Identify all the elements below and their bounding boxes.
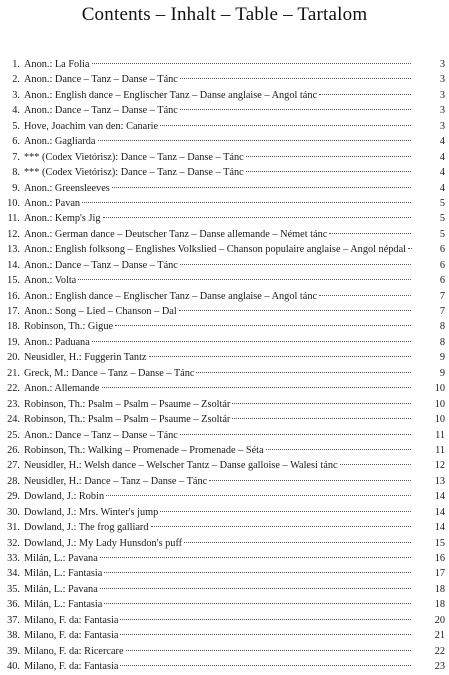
entry-number: 16. [7,290,20,302]
entry-number: 28. [7,475,20,487]
entry-title-wrapper [24,319,413,334]
entry-number: 13. [7,244,20,256]
entry-page-number: 5 [439,228,445,240]
entry-title-wrapper [24,57,413,72]
contents-entry [0,119,449,134]
dot-leader [196,372,411,373]
contents-entry [0,150,449,165]
dot-leader [92,63,412,64]
entry-title-wrapper [24,350,413,365]
contents-list [0,57,449,675]
entry-title-wrapper [24,134,413,149]
entry-number: 18. [7,321,20,333]
entry-page-number: 5 [439,197,445,209]
contents-entry [0,134,449,149]
entry-page-number: 16 [434,553,445,564]
contents-entry [0,57,449,72]
entry-title-wrapper [24,551,413,566]
contents-entry [0,566,449,581]
entry-title: Greck, M.: Dance – Tanz – Danse – Tánc [24,367,195,379]
entry-page-number: 23 [434,661,445,673]
entry-title-wrapper [24,397,413,412]
contents-entry [0,505,449,520]
entry-title-wrapper [24,412,413,427]
entry-title-wrapper [24,458,413,473]
contents-entry [0,242,449,257]
entry-title: Milano, F. da: Ricercare [24,645,124,657]
entry-title-wrapper [24,443,413,458]
entry-number: 6. [12,136,20,148]
dot-leader [92,341,411,342]
entry-title-wrapper [24,335,413,350]
entry-page-number: 4 [439,136,445,148]
contents-entry [0,520,449,535]
entry-title-wrapper [24,582,413,597]
entry-number: 29. [7,491,20,503]
entry-page-number: 15 [434,537,445,549]
dot-leader [100,588,411,589]
entry-number: 23. [7,398,20,410]
contents-entry [0,335,449,350]
entry-page-number: 13 [434,475,445,487]
contents-entry [0,397,449,412]
dot-leader [180,434,411,435]
entry-number: 9. [12,182,20,194]
entry-page-number: 22 [434,645,445,657]
entry-page-number: 4 [439,182,445,194]
entry-title: Milán, L.: Fantasia [24,568,103,580]
entry-title: Neusidler, H.: Welsh dance – Welscher Tantz – Danse galloise – Walesi tánc [24,460,338,472]
dot-leader [103,217,411,218]
entry-number: 10. [7,197,20,209]
contents-entry [0,582,449,597]
entry-number: 37. [7,614,20,626]
entry-title-wrapper [24,628,413,643]
entry-page-number: 8 [439,321,445,333]
dot-leader [106,495,411,496]
entry-number: 34. [7,568,20,580]
contents-entry [0,428,449,443]
entry-title: Milán, L.: Pavana [24,553,98,564]
entry-title-wrapper [24,428,413,443]
entry-title-wrapper [24,227,413,242]
entry-page-number: 14 [434,506,445,518]
contents-entry [0,103,449,118]
entry-number: 21. [7,367,20,379]
entry-title: Anon.: Volta [24,275,77,287]
entry-page-number: 6 [439,244,445,256]
entry-number: 1. [12,59,20,70]
entry-title: Dowland, J.: The frog galliard [24,522,149,534]
entry-title-wrapper [24,536,413,551]
dot-leader [115,325,411,326]
entry-title: Anon.: Allemande [24,383,100,395]
entry-number: 30. [7,506,20,518]
dot-leader [408,248,413,249]
dot-leader [160,511,411,512]
dot-leader [120,665,411,666]
entry-title-wrapper [24,505,413,520]
entry-title: Neusidler, H.: Fuggerin Tantz [24,352,147,364]
contents-entry [0,196,449,211]
entry-number: 33. [7,553,20,564]
dot-leader [100,557,411,558]
entry-title: Anon.: Dance – Tanz – Danse – Tánc [24,74,178,86]
entry-title: Milano, F. da: Fantasia [24,630,119,642]
entry-title-wrapper [24,150,413,165]
entry-title: Robinson, Th.: Walking – Promenade – Promenade – Séta [24,444,264,456]
entry-title-wrapper [24,304,413,319]
entry-title: Anon.: Dance – Tanz – Danse – Tánc [24,105,178,117]
entry-title: Anon.: Greensleeves [24,182,110,194]
dot-leader [180,264,411,265]
entry-number: 38. [7,630,20,642]
contents-entry [0,319,449,334]
entry-title: Milano, F. da: Fantasia [24,661,119,673]
dot-leader [209,480,411,481]
entry-page-number: 3 [439,89,445,101]
contents-entry [0,659,449,674]
entry-number: 14. [7,259,20,271]
dot-leader [319,295,411,296]
entry-number: 36. [7,599,20,611]
entry-page-number: 21 [434,630,445,642]
entry-page-number: 4 [439,167,445,179]
entry-title: Dowland, J.: Robin [24,491,105,503]
entry-title: Anon.: Dance – Tanz – Danse – Tánc [24,259,178,271]
dot-leader [120,619,411,620]
entry-page-number: 3 [439,74,445,86]
entry-title: Milán, L.: Pavana [24,583,98,595]
entry-number: 32. [7,537,20,549]
entry-title-wrapper [24,165,413,180]
dot-leader [102,387,412,388]
dot-leader [266,449,411,450]
entry-title: Robinson, Th.: Psalm – Psalm – Psaume – Zsoltár [24,398,231,410]
dot-leader [151,526,412,527]
entry-number: 20. [7,352,20,364]
contents-entry [0,366,449,381]
entry-title-wrapper [24,613,413,628]
entry-page-number: 20 [434,614,445,626]
contents-entry [0,289,449,304]
entry-title-wrapper [24,211,413,226]
entry-title-wrapper [24,366,413,381]
entry-number: 17. [7,306,20,317]
entry-number: 3. [12,89,20,101]
dot-leader [180,78,411,79]
entry-title: Dowland, J.: My Lady Hunsdon's puff [24,537,183,549]
entry-title: Anon.: English folksong – Englishes Volkslied – Chanson populaire anglaise – Angol népdal [24,244,407,256]
contents-entry [0,273,449,288]
entry-page-number: 8 [439,336,445,348]
contents-entry [0,227,449,242]
entry-page-number: 10 [434,383,445,395]
entry-page-number: 6 [439,275,445,287]
entry-number: 12. [7,228,20,240]
entry-number: 2. [12,74,20,86]
contents-entry [0,72,449,87]
entry-title: Anon.: German dance – Deutscher Tanz – Danse allemande – Német tánc [24,228,328,240]
contents-entry [0,489,449,504]
contents-entry [0,412,449,427]
dot-leader [180,109,411,110]
dot-leader [149,356,411,357]
entry-title-wrapper [24,489,413,504]
entry-title: Anon.: Gagliarda [24,136,96,148]
entry-title: Neusidler, H.: Dance – Tanz – Danse – Tánc [24,475,208,487]
entry-number: 15. [7,275,20,287]
dot-leader [82,202,411,203]
contents-entry [0,211,449,226]
entry-title: Hove, Joachim van den: Canarie [24,120,159,132]
entry-title: Dowland, J.: Mrs. Winter's jump [24,506,159,518]
entry-title: Anon.: English dance – Englischer Tanz – Danse anglaise – Angol tánc [24,290,318,302]
entry-title-wrapper [24,474,413,489]
dot-leader [184,542,411,543]
entry-title-wrapper [24,181,413,196]
entry-title-wrapper [24,273,413,288]
entry-page-number: 3 [439,59,445,70]
entry-number: 22. [7,383,20,395]
dot-leader [246,171,411,172]
dot-leader [112,187,411,188]
entry-page-number: 11 [435,444,445,456]
contents-entry [0,381,449,396]
entry-number: 11. [7,213,20,225]
entry-page-number: 9 [439,352,445,364]
contents-entry [0,165,449,180]
entry-page-number: 7 [439,306,445,317]
entry-title: Anon.: La Folia [24,59,90,70]
entry-title-wrapper [24,597,413,612]
contents-entry [0,551,449,566]
entry-page-number: 14 [434,491,445,503]
entry-number: 8. [12,167,20,179]
dot-leader [319,94,411,95]
entry-number: 19. [7,336,20,348]
contents-entry [0,88,449,103]
entry-page-number: 7 [439,290,445,302]
entry-number: 5. [12,120,20,132]
entry-title: *** (Codex Vietórisz): Dance – Tanz – Danse – Tánc [24,167,244,179]
entry-page-number: 9 [439,367,445,379]
contents-entry [0,628,449,643]
entry-title-wrapper [24,72,413,87]
entry-title-wrapper [24,644,413,659]
entry-title-wrapper [24,103,413,118]
contents-entry [0,597,449,612]
dot-leader [120,634,411,635]
entry-title: Anon.: Dance – Tanz – Danse – Tánc [24,429,178,441]
dot-leader [340,464,411,465]
entry-page-number: 11 [435,429,445,441]
dot-leader [232,403,411,404]
entry-number: 4. [12,105,20,117]
entry-title: Anon.: Song – Lied – Chanson – Dal [24,306,177,317]
dot-leader [160,125,411,126]
dot-leader [232,418,411,419]
entry-title-wrapper [24,196,413,211]
entry-number: 31. [7,522,20,534]
entry-title: Anon.: Pavan [24,197,81,209]
entry-title: Robinson, Th.: Gigue [24,321,114,333]
entry-title: *** (Codex Vietórisz): Dance – Tanz – Danse – Tánc [24,151,244,163]
entry-title-wrapper [24,381,413,396]
entry-page-number: 18 [434,583,445,595]
contents-entry [0,443,449,458]
dot-leader [329,233,411,234]
entry-title-wrapper [24,289,413,304]
entry-title: Milán, L.: Fantasia [24,599,103,611]
dot-leader [78,279,411,280]
entry-title-wrapper [24,119,413,134]
entry-title-wrapper [24,242,413,257]
entry-title: Anon.: English dance – Englischer Tanz – Danse anglaise – Angol tánc [24,89,318,101]
entry-page-number: 4 [439,151,445,163]
dot-leader [104,603,411,604]
entry-number: 26. [7,444,20,456]
entry-number: 25. [7,429,20,441]
contents-entry [0,613,449,628]
contents-entry [0,181,449,196]
contents-entry [0,304,449,319]
entry-title: Robinson, Th.: Psalm – Psalm – Psaume – Zsoltár [24,414,231,426]
dot-leader [179,310,411,311]
entry-number: 7. [12,151,20,163]
entry-page-number: 3 [439,105,445,117]
dot-leader [98,140,412,141]
entry-page-number: 12 [434,460,445,472]
entry-title-wrapper [24,520,413,535]
dot-leader [246,156,411,157]
entry-number: 40. [7,661,20,673]
dot-leader [104,572,411,573]
entry-page-number: 18 [434,599,445,611]
entry-number: 27. [7,460,20,472]
entry-title-wrapper [24,88,413,103]
contents-entry [0,458,449,473]
entry-page-number: 10 [434,398,445,410]
contents-entry [0,258,449,273]
entry-page-number: 17 [434,568,445,580]
entry-number: 24. [7,414,20,426]
entry-number: 39. [7,645,20,657]
entry-title: Anon.: Paduana [24,336,90,348]
entry-page-number: 3 [439,120,445,132]
contents-entry [0,536,449,551]
entry-page-number: 14 [434,522,445,534]
entry-title-wrapper [24,659,413,674]
contents-entry [0,644,449,659]
contents-entry [0,474,449,489]
entry-page-number: 6 [439,259,445,271]
entry-page-number: 5 [439,213,445,225]
page-title: Contents – Inhalt – Table – Tartalom [81,4,368,25]
entry-title-wrapper [24,258,413,273]
entry-title: Anon.: Kemp's Jig [24,213,101,225]
entry-number: 35. [7,583,20,595]
entry-title-wrapper [24,566,413,581]
contents-entry [0,350,449,365]
entry-page-number: 10 [434,414,445,426]
entry-title: Milano, F. da: Fantasia [24,614,119,626]
